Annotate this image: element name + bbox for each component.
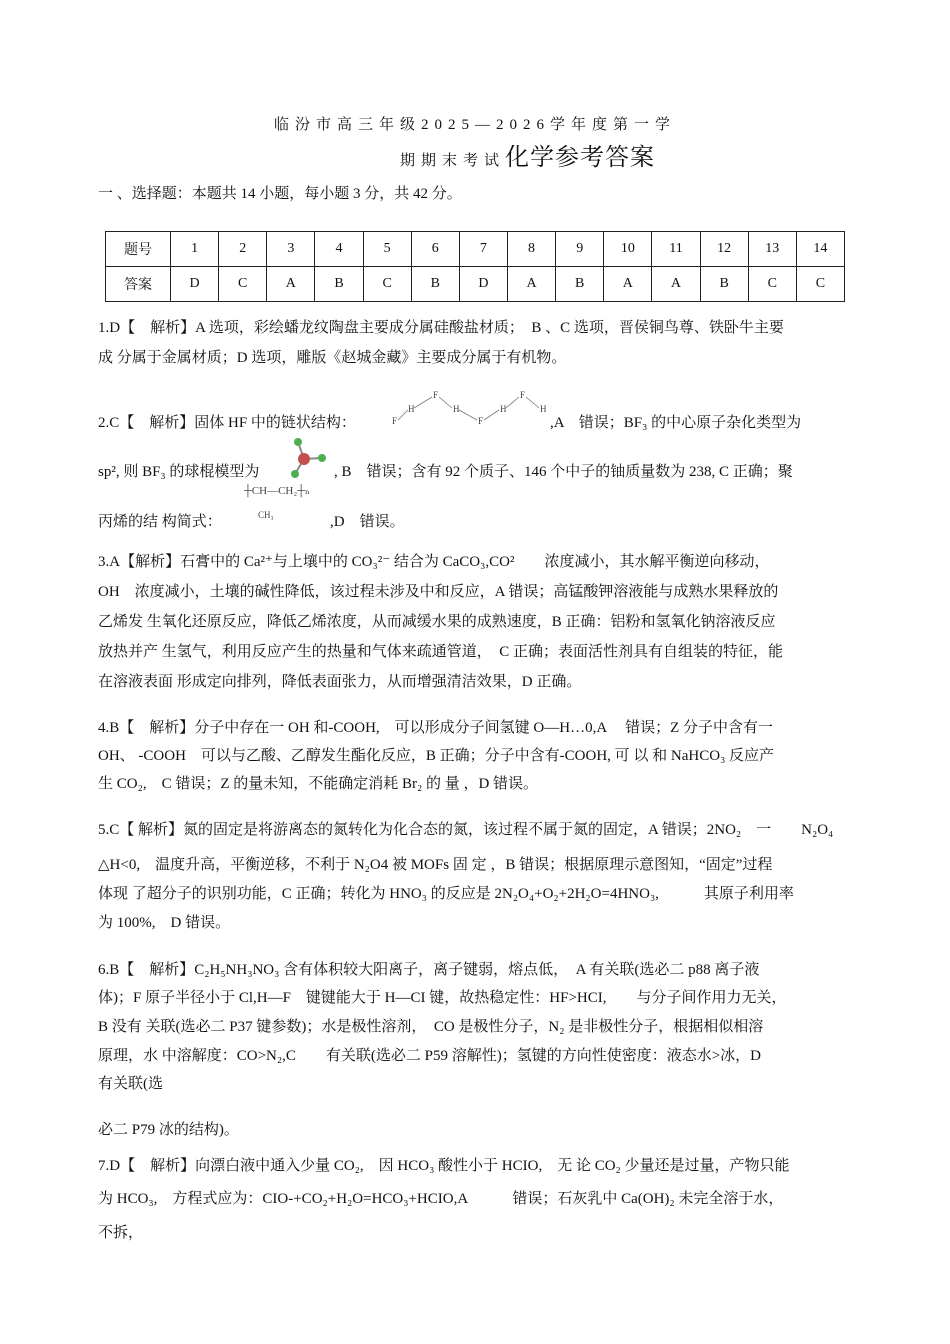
hf-atom: H <box>453 404 460 414</box>
question-row <box>106 232 845 267</box>
answer-cell: A <box>267 267 315 302</box>
q4-line1: 4.B【 解析】分子中存在一 OH 和-COOH, 可以形成分子间氢键 O—H…0,A 错误；Z 分子中含有一 <box>98 720 774 736</box>
title-main: 化学参考答案 <box>505 145 656 171</box>
q3-line5: 在溶液表面 形成定向排列，降低表面张力，从而增强清洁效果，D 正确。 <box>98 674 582 690</box>
question-number: 3 <box>267 232 315 267</box>
answer-cell: C <box>219 267 267 302</box>
q2-line2a: sp², 则 BF₃ 的球棍模型为 <box>98 464 260 480</box>
hf-atom: F <box>392 416 398 426</box>
hf-atom: F <box>433 390 439 400</box>
answer-cell: D <box>171 267 219 302</box>
hf-atom: F <box>520 390 526 400</box>
q6-line5: 有关联(选 <box>98 1076 163 1092</box>
q6-line4: 原理，水 中溶解度：CO>N₂,C 有关联(选必二 P59 溶解性)；氢键的方向性使密度：液态水>冰，D <box>98 1048 761 1064</box>
q7-line2: 为 HCO₃, 方程式应为：CIO-+CO₂+H₂O=HCO₃+HCIO,A 错误；石灰乳中 Ca(OH)₂ 未完全溶于水， <box>98 1191 784 1207</box>
q6-line2: 体)；F 原子半径小于 Cl,H—F 键键能大于 H—CI 键，故热稳定性：HF>HCI, 与分子间作用力无关， <box>98 990 787 1006</box>
q6-line6: 必二 P79 冰的结构)。 <box>98 1122 239 1138</box>
q5-line4: 为 100%, D 错误。 <box>98 915 231 931</box>
q3-line4: 放热并产 生氢气，利用反应产生的热量和气体来疏通管道， C 正确；表面活性剂具有自组装的特征，能 <box>98 644 784 660</box>
question-number: 2 <box>219 232 267 267</box>
answer-cell: B <box>315 267 363 302</box>
q1-line2: 成 分属于金属材质；D 选项，雕版《赵城金藏》主要成分属于有机物。 <box>98 350 567 366</box>
q2-line2b: , B 错误；含有 92 个质子、146 个中子的铀质量数为 238, C 正确；聚 <box>334 464 793 480</box>
q1-line1: 1.D【 解析】A 选项，彩绘蟠龙纹陶盘主要成分属硅酸盐材质； B 、C 选项，晋侯铜鸟尊、铁卧牛主要 <box>98 320 784 336</box>
q3-line3: 乙烯发 生氧化还原反应，降低乙烯浓度，从而减缓水果的成熟速度，B 正确：铝粉和氢氧化钠溶液反应 <box>98 614 776 630</box>
question-number: 8 <box>507 232 555 267</box>
title-line2 <box>400 137 655 172</box>
polypropylene-chain: ┼CH—CH₂┼ₙ <box>244 485 310 497</box>
hf-chain-structure <box>388 388 553 428</box>
question-number: 7 <box>459 232 507 267</box>
q5-line3: 体现 了超分子的识别功能，C 正确；转化为 HNO₃ 的反应是 2N₂O₄+O₂+2H₂O=4HNO₃, 其原子利用率 <box>98 886 794 902</box>
answer-cell: C <box>796 267 844 302</box>
answer-table <box>105 231 845 302</box>
question-number: 5 <box>363 232 411 267</box>
hf-atom: F <box>478 416 484 426</box>
question-number: 14 <box>796 232 844 267</box>
q3-line1: 3.A【解析】石膏中的 Ca²⁺与上壤中的 CO₃²⁻ 结合为 CaCO₃,CO² 浓度减小，其水解平衡逆向移动， <box>98 554 770 570</box>
polypropylene-methyl: CH₃ <box>258 510 274 520</box>
q7-line3: 不拆， <box>98 1225 144 1241</box>
question-number: 12 <box>700 232 748 267</box>
q7-line1: 7.D【 解析】向漂白液中通入少量 CO₂, 因 HCO₃ 酸性小于 HCIO, 无 论 CO₂ 少量还是过量，产物只能 <box>98 1158 790 1174</box>
answer-cell: C <box>363 267 411 302</box>
question-number: 4 <box>315 232 363 267</box>
answer-cell: A <box>604 267 652 302</box>
answer-header: 答案 <box>106 267 171 302</box>
q2-line3a: 丙烯的结 构简式： <box>98 514 222 530</box>
title-line1: 临汾市高三年级2025—2026学年度第一学 <box>273 117 676 133</box>
answer-cell: C <box>748 267 796 302</box>
f-atom <box>318 454 326 462</box>
f-atom <box>291 470 299 478</box>
question-number: 11 <box>652 232 700 267</box>
question-number: 1 <box>171 232 219 267</box>
question-header: 题号 <box>106 232 171 267</box>
answer-cell: D <box>459 267 507 302</box>
question-number: 10 <box>604 232 652 267</box>
hf-atom: H <box>540 404 547 414</box>
question-number: 6 <box>411 232 459 267</box>
q2-line1b: ,A 错误；BF₃ 的中心原子杂化类型为 <box>550 415 802 431</box>
answer-cell: A <box>652 267 700 302</box>
f-atom <box>294 438 302 446</box>
answer-cell: B <box>700 267 748 302</box>
q2-line1a: 2.C【 解析】固体 HF 中的链状结构： <box>98 415 356 431</box>
q5-line2: △H<0, 温度升高，平衡逆移，不利于 N₂O4 被 MOFs 固 定 ，B 错误；根据原理示意图知，“固定”过程 <box>98 857 773 873</box>
hf-atom: H <box>408 404 415 414</box>
title-line2-prefix: 期期末考试 <box>400 153 506 169</box>
section-heading: 一 、选择题：本题共 14 小题，每小题 3 分，共 42 分。 <box>98 186 462 202</box>
answer-cell: B <box>556 267 604 302</box>
bf3-ball-stick-model <box>288 436 334 482</box>
answer-cell: A <box>507 267 555 302</box>
b-atom <box>298 453 310 465</box>
q5-line1: 5.C【 解析】氮的固定是将游离态的氮转化为化合态的氮，该过程不属于氮的固定，A 错误；2NO₂ 一 N₂O₄ <box>98 822 834 838</box>
q6-line1: 6.B【 解析】C₂H₅NH₃NO₃ 含有体积较大阳离子，离子键弱，熔点低， A 有关联(选必二 p88 离子液 <box>98 962 760 978</box>
q4-line2: OH、 -COOH 可以与乙酸、乙醇发生酯化反应，B 正确；分子中含有-COOH, 可 以 和 NaHCO₃ 反应产 <box>98 748 775 764</box>
hf-atom: H <box>500 404 507 414</box>
q2-line3b: ,D 错误。 <box>330 514 405 530</box>
q4-line3: 生 CO₂, C 错误；Z 的量未知，不能确定消耗 Br₂ 的 量 ，D 错误。 <box>98 776 539 792</box>
question-number: 9 <box>556 232 604 267</box>
q3-line2: OH 浓度减小，土壤的碱性降低，该过程未涉及中和反应，A 错误；高锰酸钾溶液能与成熟水果释放的 <box>98 584 779 600</box>
answer-cell: B <box>411 267 459 302</box>
question-number: 13 <box>748 232 796 267</box>
answer-row <box>106 267 845 302</box>
q6-line3: B 没有 关联(选必二 P37 键参数)；水是极性溶剂， CO 是极性分子，N₂ 是非极性分子，根据相似相溶 <box>98 1019 764 1035</box>
